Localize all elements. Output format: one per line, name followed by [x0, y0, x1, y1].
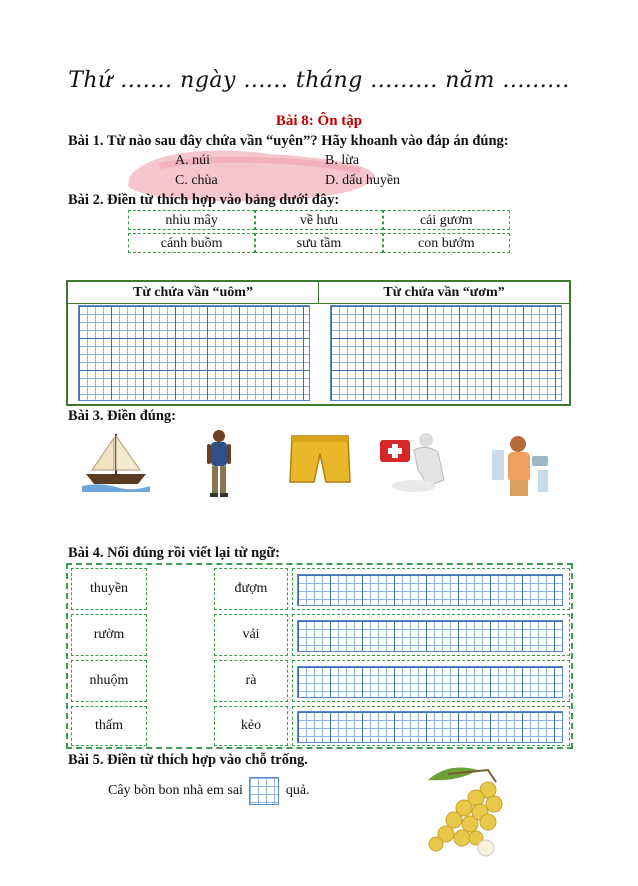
writing-grid-right[interactable]	[330, 305, 562, 401]
right-word-1[interactable]: đượm	[214, 568, 288, 610]
col-header-uom: Từ chứa vần “uôm”	[68, 282, 319, 303]
left-word-2[interactable]: rườm	[71, 614, 147, 656]
woman-cooking-icon	[488, 430, 554, 500]
bai3-question: Bài 3. Điền đúng:	[68, 408, 176, 424]
word-cell: nhìu mây	[128, 210, 255, 230]
bai5-question: Bài 5. Điền từ thích hợp vào chỗ trống.	[68, 752, 308, 768]
bai1-question: Bài 1. Từ nào sau đây chứa vần “uyên”? Hãy khoanh vào đáp án đúng:	[68, 133, 509, 149]
first-aid-icon	[378, 430, 448, 494]
sailboat-icon	[80, 430, 152, 492]
word-cell: con bướm	[383, 233, 510, 253]
bai1-option-c[interactable]: C. chùa	[175, 173, 218, 188]
col-header-uom2: Từ chứa vần “ươm”	[383, 285, 505, 300]
bai2-question: Bài 2. Điền từ thích hợp vào bảng dưới đây:	[68, 192, 340, 208]
bai1-option-b[interactable]: B. lừa	[325, 153, 360, 168]
write-box-2	[292, 614, 570, 656]
writing-grid-4[interactable]	[297, 711, 563, 743]
writing-grid-3[interactable]	[297, 666, 563, 698]
writing-grid-1[interactable]	[297, 574, 563, 606]
bai1-option-a[interactable]: A. núi	[175, 153, 210, 168]
left-word-3[interactable]: nhuộm	[71, 660, 147, 702]
word-cell: cánh buồm	[128, 233, 255, 253]
blank-write-box[interactable]	[249, 777, 279, 805]
sentence-before: Cây bòn bon nhà em sai	[108, 783, 243, 799]
left-word-4[interactable]: thấm	[71, 706, 147, 746]
man-standing-icon	[203, 428, 235, 498]
writing-grid-2[interactable]	[297, 620, 563, 652]
bai4-matching-area	[66, 563, 573, 749]
write-box-3	[292, 660, 570, 702]
sentence-after: quả.	[285, 783, 310, 799]
bai1-option-d[interactable]: D. dấu huyền	[325, 173, 401, 188]
right-word-3[interactable]: rà	[214, 660, 288, 702]
writing-grid-left[interactable]	[78, 305, 310, 401]
left-word-1[interactable]: thuyền	[71, 568, 147, 610]
write-box-1	[292, 568, 570, 610]
write-box-4	[292, 706, 570, 746]
word-cell: về hưu	[255, 210, 382, 230]
lesson-title: Bài 8: Ôn tập	[275, 113, 363, 129]
bai2-word-table	[128, 210, 510, 253]
right-word-2[interactable]: vải	[214, 614, 288, 656]
right-word-4[interactable]: kẻo	[214, 706, 288, 746]
word-cell: cái gươm	[383, 210, 510, 230]
bai5-sentence	[108, 777, 310, 805]
word-cell: sưu tầm	[255, 233, 382, 253]
longan-fruit-icon	[418, 760, 514, 860]
date-line: Thứ ....... ngày ...... tháng ......... năm .........	[68, 68, 570, 93]
bai4-question: Bài 4. Nối đúng rồi viết lại từ ngữ:	[68, 545, 280, 561]
shorts-icon	[288, 432, 352, 486]
bai2-classify-table	[66, 280, 571, 406]
